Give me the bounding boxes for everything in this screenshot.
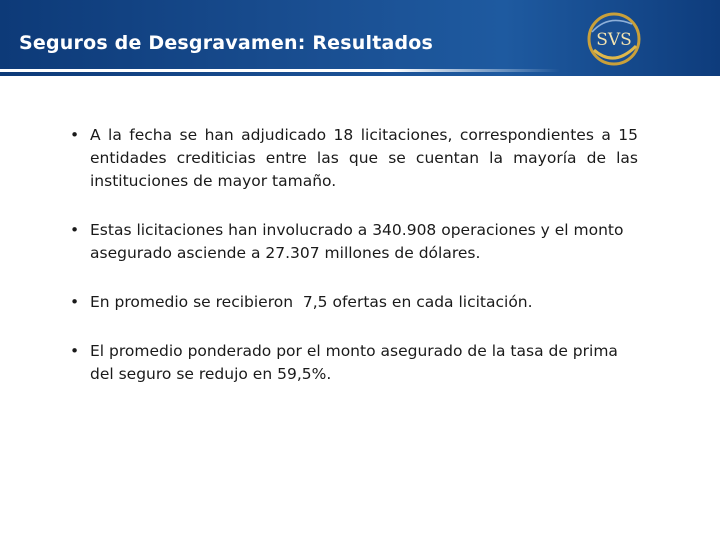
bullet-text: El promedio ponderado por el monto asegurado de la tasa de prima del seguro se redujo en 59,5%.	[90, 342, 618, 383]
svs-logo	[584, 10, 644, 68]
bullet-list	[62, 124, 638, 412]
bullet-dot-icon: •	[70, 342, 80, 360]
bullet-item	[62, 124, 638, 193]
bullet-dot-icon: •	[70, 293, 80, 311]
bullet-dot-icon: •	[70, 126, 80, 144]
bullet-text: Estas licitaciones han involucrado a 340.908 operaciones y el monto asegurado asciende a 27.307 millones de dólares.	[90, 221, 624, 262]
title-underline	[0, 69, 560, 72]
bullet-dot-icon: •	[70, 221, 80, 239]
header-banner	[0, 0, 720, 76]
bullet-item	[62, 340, 638, 386]
page-title: Seguros de Desgravamen: Resultados	[19, 32, 434, 54]
bullet-text: A la fecha se han adjudicado 18 licitaciones, correspondientes a 15 entidades crediticias entre las que se cuentan la mayoría de las instituciones de mayor tamaño.	[90, 126, 638, 190]
bullet-item	[62, 219, 638, 265]
logo-text: SVS	[596, 30, 632, 50]
bullet-item	[62, 291, 638, 314]
bullet-text: En promedio se recibieron 7,5 ofertas en cada licitación.	[90, 293, 533, 311]
